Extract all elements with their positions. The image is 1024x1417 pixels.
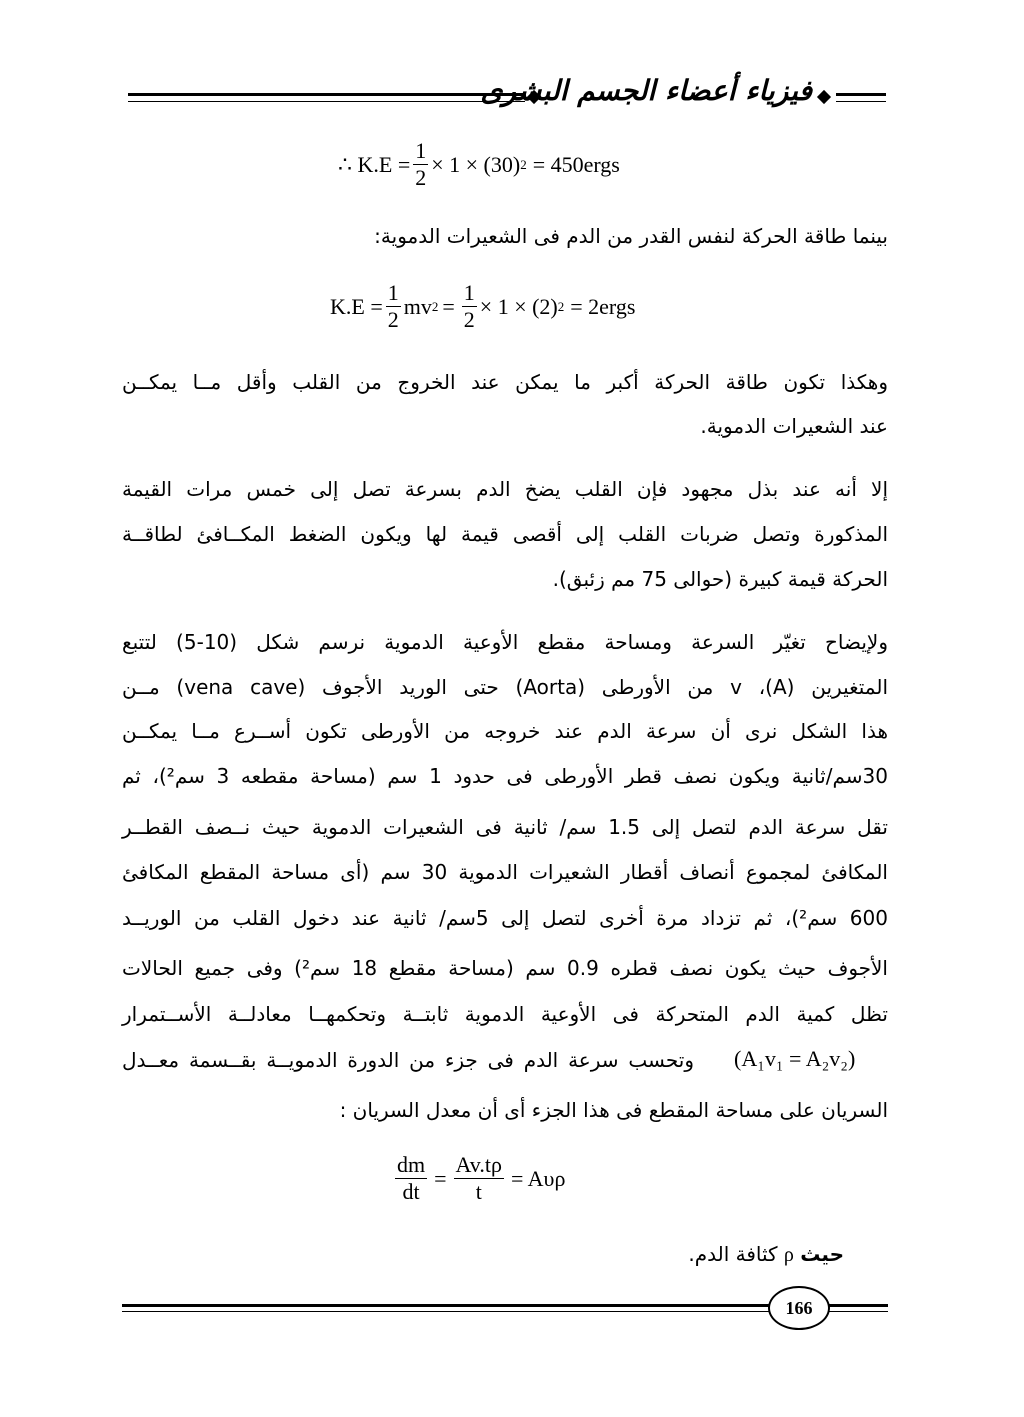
paragraph-line: المتغيرين (A)، v من الأورطى (Aorta) حتى الوريد الأجوف (vena cave) مــن <box>122 675 888 699</box>
eq-equals: = <box>434 1165 447 1191</box>
paragraph-line: الحركة قيمة كبيرة (حوالى 75 مم زئبق). <box>552 567 888 591</box>
fraction-numerator: 1 <box>463 280 475 305</box>
fraction-denominator: 2 <box>387 307 399 332</box>
eq-exponent: 2 <box>557 298 565 314</box>
header-rule <box>128 101 525 102</box>
running-header-title: فيزياء أعضاء الجسم البشرى <box>480 74 812 107</box>
eq-lhs: ∴ K.E = <box>338 151 411 177</box>
equation-ke-heart <box>338 140 620 189</box>
equation-ke-capillaries <box>330 282 635 331</box>
header-rule <box>128 93 525 96</box>
eq-exponent: 2 <box>431 298 439 314</box>
rho-definition <box>688 1242 844 1267</box>
fraction-numerator: 1 <box>415 138 427 163</box>
fraction <box>462 282 477 331</box>
eq-term: mv <box>403 293 432 319</box>
fraction-numerator: dm <box>397 1152 426 1177</box>
fraction-numerator: 1 <box>387 280 399 305</box>
paragraph-line: ولإيضاح تغيّر السرعة ومساحة مقطع الأوعية الدموية نرسم شكل (10-5) لتتبع <box>122 630 888 654</box>
paragraph-line: 30سم/ثانية ويكون نصف قطر الأورطى فى حدود 1 سم (مساحة مقطعه 3 سم²)، ثم <box>122 764 888 788</box>
paragraph-line: 600 سم²)، ثم تزداد مرة أخرى لتصل إلى 5سم/ ثانية عند دخول القلب من الوريــد <box>122 906 888 930</box>
eq-term: × 1 × (2) <box>479 293 558 319</box>
paragraph-line: هذا الشكل نرى أن سرعة الدم عند خروجه من الأورطى تكون أســرع مــا يمكــن <box>122 719 888 743</box>
eq-equals: = <box>442 293 455 319</box>
footer-rule <box>122 1311 770 1312</box>
rho-symbol: ρ <box>783 1244 794 1266</box>
eq-exponent: 2 <box>520 156 527 172</box>
eq-lhs: K.E = <box>330 293 383 319</box>
eq-rhs: = Aυρ <box>510 1165 566 1191</box>
rho-definition-text: كثافة الدم. <box>688 1242 778 1266</box>
paragraph-line: عند الشعيرات الدموية. <box>700 414 888 438</box>
paragraph-line: تظل كمية الدم المتحركة فى الأوعية الدموية ثابتــة وتحكمهــا معادلــة الأســتمرار <box>122 1002 888 1026</box>
paragraph-line: وتحسب سرعة الدم فى جزء من الدورة الدمويــة بقــسمة معــدل <box>122 1048 694 1072</box>
fraction <box>454 1154 504 1203</box>
header-rule <box>836 101 886 102</box>
footer-rule <box>122 1304 770 1307</box>
paragraph-line: تقل سرعة الدم لتصل إلى 1.5 سم/ ثانية فى الشعيرات الدموية حيث نــصف القطــر <box>122 815 888 839</box>
equation-flow-rate <box>392 1154 565 1203</box>
fraction-denominator: 2 <box>415 165 427 190</box>
fraction <box>395 1154 427 1203</box>
fraction-numerator: Av.tρ <box>455 1152 502 1177</box>
fraction-denominator: dt <box>402 1179 420 1204</box>
fraction <box>386 282 401 331</box>
paragraph-line: المذكورة وتصل ضربات القلب إلى أقصى قيمة لها ويكون الضغط المكــافئ لطاقــة <box>122 522 888 546</box>
eq-term: × 1 × (30) <box>431 151 521 177</box>
diamond-ornament-icon <box>817 90 831 104</box>
continuity-equation: (A₁v₁ = A₂v₂) <box>734 1046 856 1071</box>
fraction-denominator: t <box>475 1179 482 1204</box>
footer-rule <box>824 1304 888 1307</box>
header-rule <box>836 93 886 96</box>
paragraph-line: المكافئ لمجموع أنصاف أقطار الشعيرات الدموية 30 سم (أى مساحة المقطع المكافئ <box>122 860 888 884</box>
paragraph-line: وهكذا تكون طاقة الحركة أكبر ما يمكن عند الخروج من القلب وأقل مــا يمكــن <box>122 370 888 394</box>
eq-rhs: = 2ergs <box>570 293 636 319</box>
page-number: 166 <box>768 1286 830 1330</box>
footer-rule <box>824 1311 888 1312</box>
where-label: حيث <box>800 1242 844 1266</box>
paragraph-line: السريان على مساحة المقطع فى هذا الجزء أى أن معدل السريان : <box>339 1098 888 1122</box>
paragraph-line: الأجوف حيث يكون نصف قطره 0.9 سم (مساحة مقطع 18 سم²) وفى جميع الحالات <box>122 956 888 980</box>
text-line: بينما طاقة الحركة لنفس القدر من الدم فى الشعيرات الدموية: <box>374 224 888 248</box>
eq-rhs: = 450ergs <box>532 151 620 177</box>
fraction-denominator: 2 <box>463 307 475 332</box>
fraction <box>413 140 428 189</box>
paragraph-line: إلا أنه عند بذل مجهود فإن القلب يضخ الدم بسرعة تصل إلى خمس مرات القيمة <box>122 477 888 501</box>
